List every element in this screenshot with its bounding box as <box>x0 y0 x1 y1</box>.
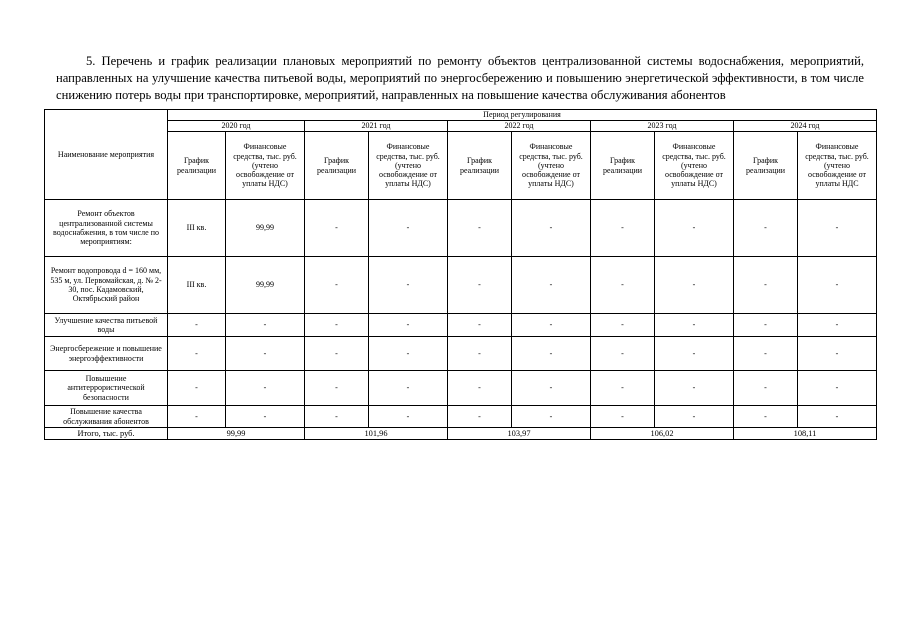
cell: - <box>369 200 448 257</box>
cell: - <box>798 406 877 428</box>
cell: - <box>798 314 877 337</box>
section-heading-text: 5. Перечень и график реализации плановых мероприятий по ремонту объектов централизованной системы водоснабжения, мероприятий, направленных на улучшение качества питьевой воды, мероприятий по энергосбережению и повышению энергетической эффективности, в том числе снижению потерь воды при транспортировке, мероприятий, направленных на повышение качества обслуживания абонентов <box>56 53 864 102</box>
cell: - <box>168 371 226 406</box>
cell: - <box>168 314 226 337</box>
table-row <box>45 257 877 314</box>
subheader-schedule: График реализации <box>305 132 369 200</box>
cell: - <box>591 371 655 406</box>
table-row <box>45 406 877 428</box>
cell: - <box>305 337 369 371</box>
year-header-2022: 2022 год <box>448 121 591 132</box>
subheader-finance: Финансовые средства, тыс. руб. (учтено освобождение от уплаты НДС) <box>655 132 734 200</box>
subheader-schedule: График реализации <box>591 132 655 200</box>
cell: - <box>305 371 369 406</box>
activities-table <box>44 109 877 440</box>
cell: - <box>798 337 877 371</box>
cell: - <box>655 314 734 337</box>
table-row <box>45 337 877 371</box>
cell: - <box>226 371 305 406</box>
cell: - <box>798 371 877 406</box>
total-row <box>45 428 877 440</box>
cell: - <box>512 371 591 406</box>
subheader-schedule: График реализации <box>448 132 512 200</box>
cell: - <box>734 200 798 257</box>
cell: - <box>226 314 305 337</box>
cell: - <box>305 257 369 314</box>
row-name: Повышение качества обслуживания абонентов <box>45 406 168 428</box>
col-header-name: Наименование мероприятия <box>45 110 168 200</box>
cell: - <box>512 314 591 337</box>
cell: - <box>448 314 512 337</box>
subheader-finance: Финансовые средства, тыс. руб. (учтено освобождение от уплаты НДС) <box>226 132 305 200</box>
cell: - <box>655 406 734 428</box>
cell: - <box>168 337 226 371</box>
cell: - <box>226 406 305 428</box>
cell: - <box>448 200 512 257</box>
table-row <box>45 314 877 337</box>
cell: - <box>734 257 798 314</box>
total-label: Итого, тыс. руб. <box>45 428 168 440</box>
cell: - <box>591 257 655 314</box>
cell: - <box>369 371 448 406</box>
subheader-schedule: График реализации <box>734 132 798 200</box>
cell: - <box>734 371 798 406</box>
cell: - <box>512 257 591 314</box>
period-header: Период регулирования <box>168 110 877 121</box>
cell: - <box>305 406 369 428</box>
cell: - <box>168 406 226 428</box>
cell: - <box>655 337 734 371</box>
row-name: Энергосбережение и повышение энергоэффективности <box>45 337 168 371</box>
cell: - <box>655 257 734 314</box>
cell: - <box>369 314 448 337</box>
cell: - <box>591 337 655 371</box>
cell: 99,99 <box>226 257 305 314</box>
cell: - <box>226 337 305 371</box>
row-name: Повышение антитеррористической безопасности <box>45 371 168 406</box>
total-2020: 99,99 <box>168 428 305 440</box>
cell: - <box>798 257 877 314</box>
subheader-schedule: График реализации <box>168 132 226 200</box>
total-2022: 103,97 <box>448 428 591 440</box>
cell: - <box>734 337 798 371</box>
cell: III кв. <box>168 200 226 257</box>
table-row <box>45 371 877 406</box>
cell: - <box>734 314 798 337</box>
cell: - <box>448 371 512 406</box>
cell: - <box>369 337 448 371</box>
cell: 99,99 <box>226 200 305 257</box>
subheader-finance: Финансовые средства, тыс. руб. (учтено освобождение от уплаты НДС <box>798 132 877 200</box>
cell: - <box>734 406 798 428</box>
total-2021: 101,96 <box>305 428 448 440</box>
year-header-2024: 2024 год <box>734 121 877 132</box>
cell: - <box>512 337 591 371</box>
cell: - <box>798 200 877 257</box>
cell: - <box>369 406 448 428</box>
cell: - <box>448 257 512 314</box>
total-2024: 108,11 <box>734 428 877 440</box>
cell: - <box>448 337 512 371</box>
cell: - <box>305 314 369 337</box>
cell: - <box>512 200 591 257</box>
row-name: Ремонт объектов централизованной системы водоснабжения, в том числе по мероприятиям: <box>45 200 168 257</box>
row-name: Улучшение качества питьевой воды <box>45 314 168 337</box>
cell: - <box>591 314 655 337</box>
cell: - <box>305 200 369 257</box>
cell: - <box>655 200 734 257</box>
table-row <box>45 200 877 257</box>
cell: - <box>369 257 448 314</box>
year-header-2023: 2023 год <box>591 121 734 132</box>
total-2023: 106,02 <box>591 428 734 440</box>
cell: III кв. <box>168 257 226 314</box>
cell: - <box>591 406 655 428</box>
row-name: Ремонт водопровода d = 160 мм, 535 м, ул. Первомайская, д. № 2-30, пос. Кадамовский, Октябрьский район <box>45 257 168 314</box>
subheader-finance: Финансовые средства, тыс. руб. (учтено освобождение от уплаты НДС) <box>369 132 448 200</box>
section-heading <box>56 53 864 104</box>
cell: - <box>655 371 734 406</box>
cell: - <box>448 406 512 428</box>
cell: - <box>591 200 655 257</box>
year-header-2021: 2021 год <box>305 121 448 132</box>
year-header-2020: 2020 год <box>168 121 305 132</box>
cell: - <box>512 406 591 428</box>
subheader-finance: Финансовые средства, тыс. руб. (учтено освобождение от уплаты НДС) <box>512 132 591 200</box>
